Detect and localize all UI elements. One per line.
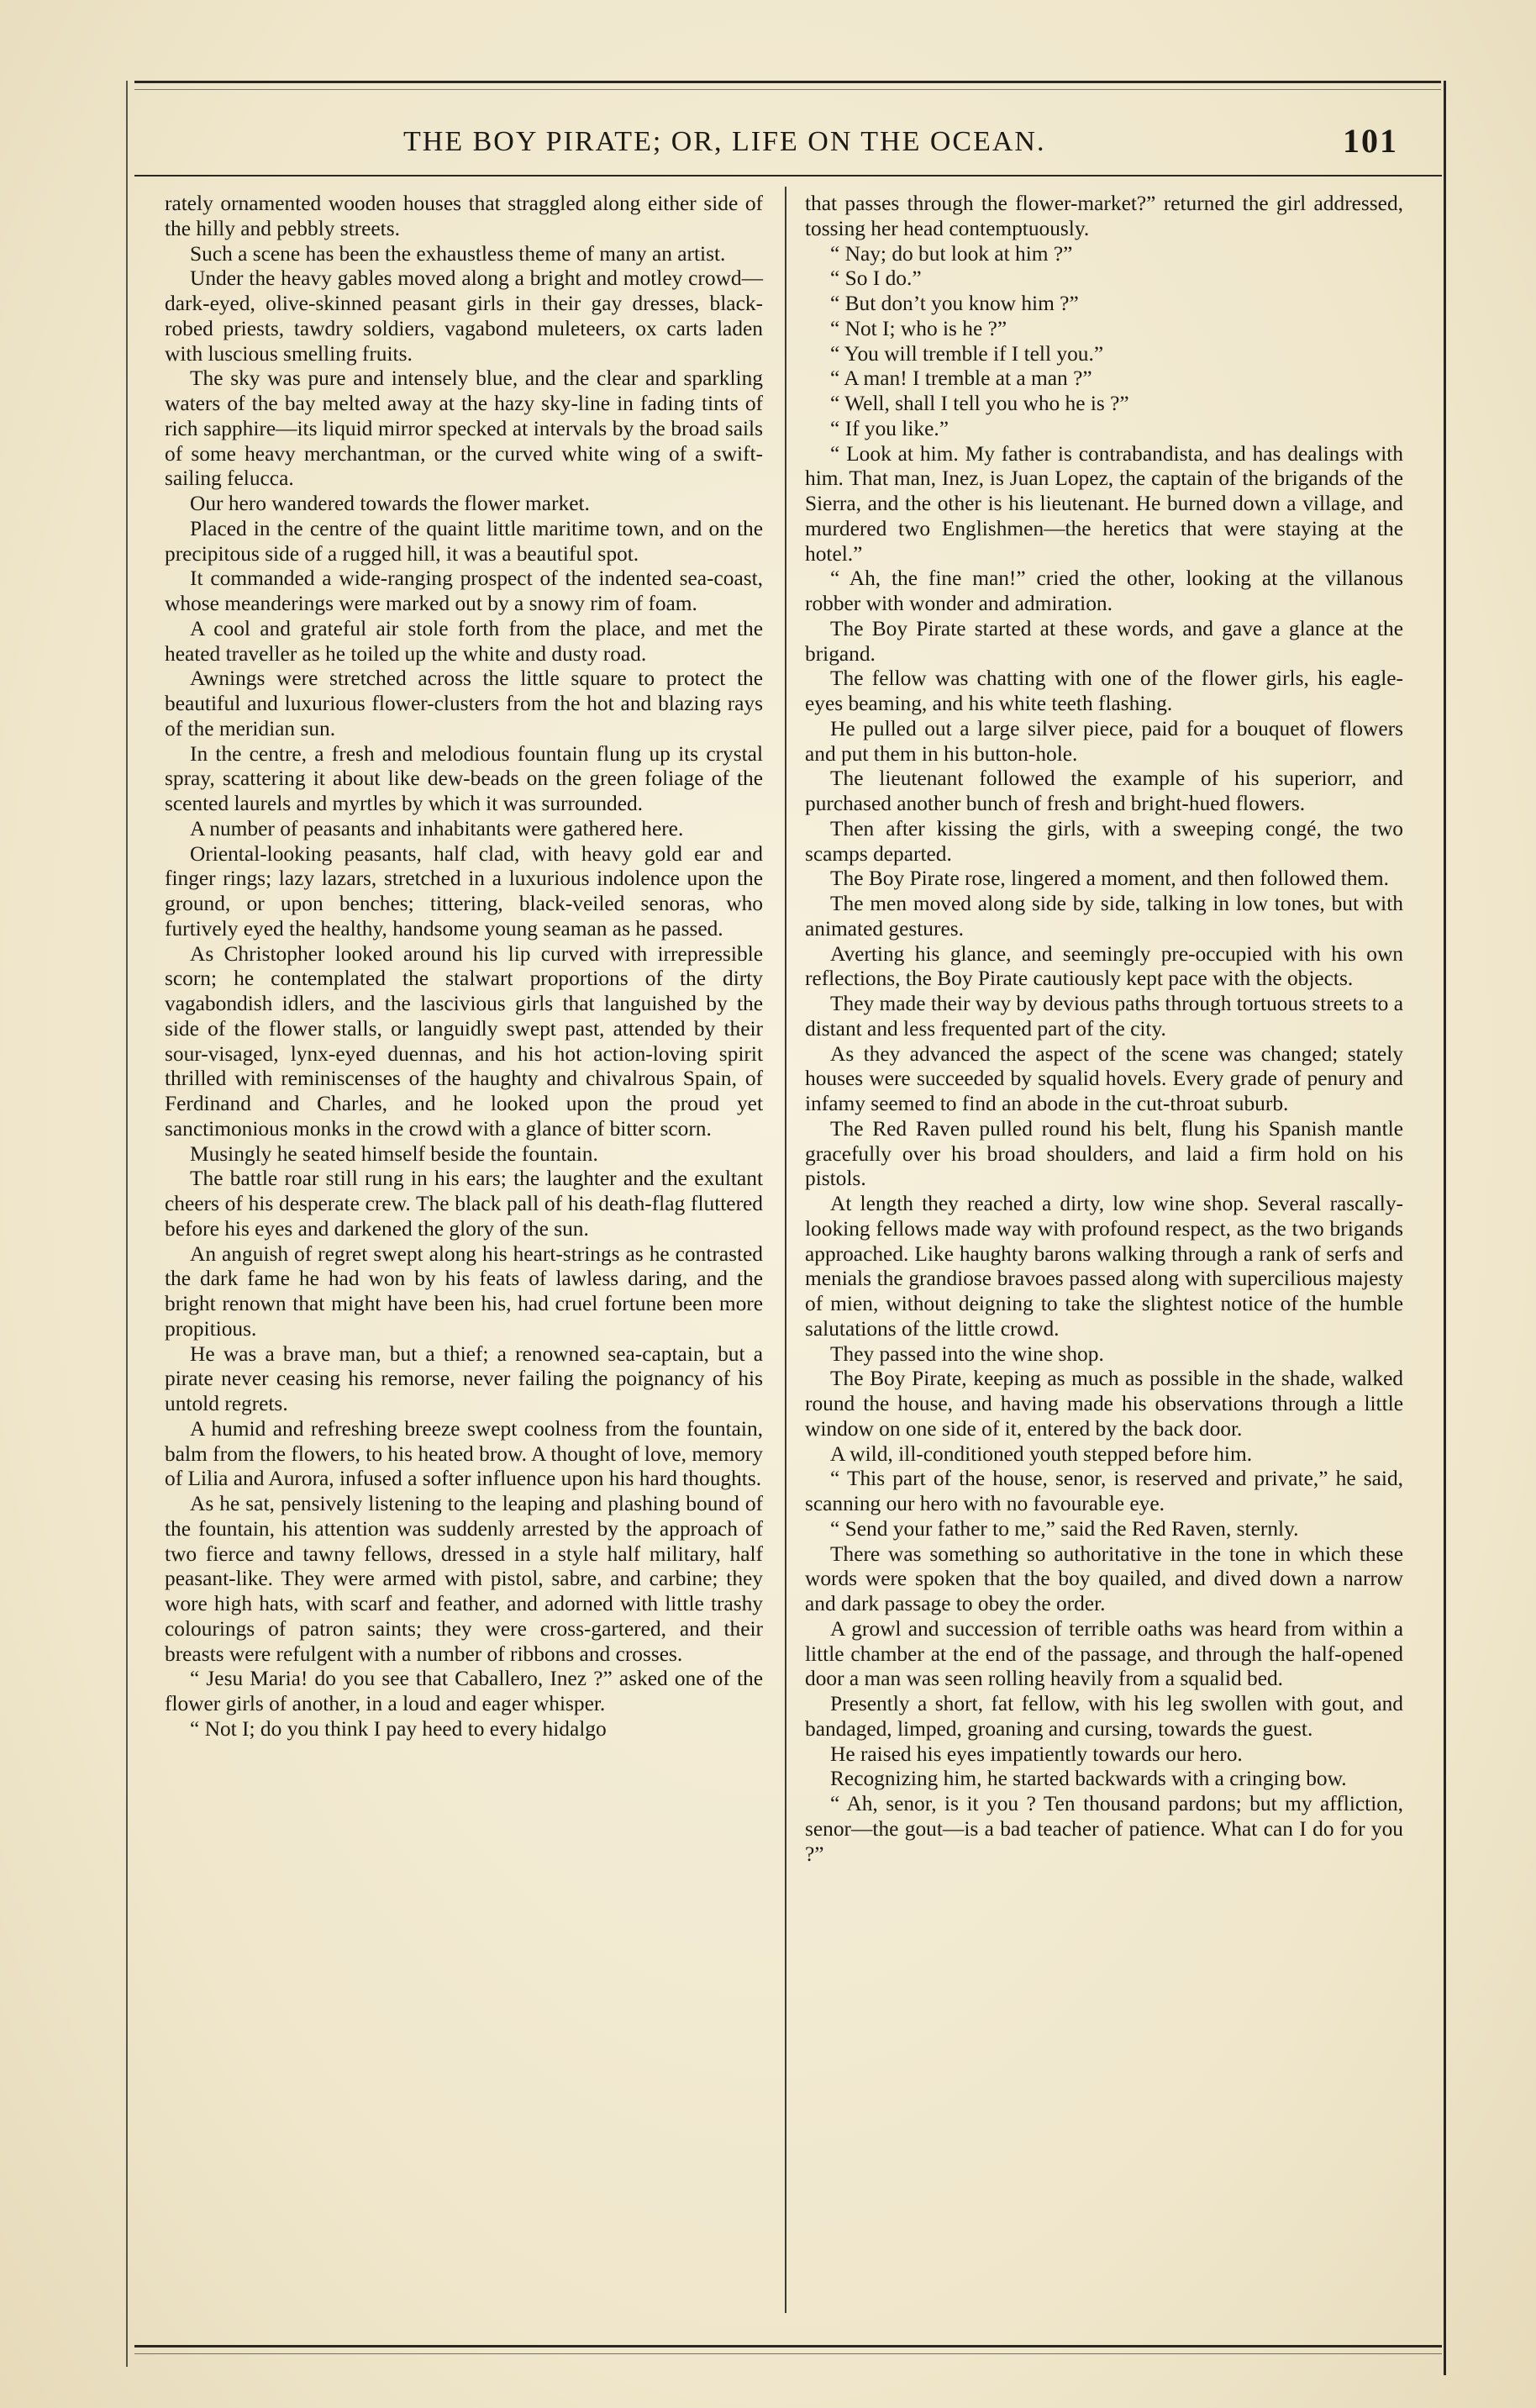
paragraph: Oriental-looking peasants, half clad, with heavy gold ear and finger rings; lazy lazars, stretched in a luxurious indolence upon the ground, or upon benches; tittering, black-veiled senoras, who furtively eyed the healthy, handsome young seaman as he passed. xyxy=(165,841,763,941)
page-number: 101 xyxy=(1343,122,1398,160)
paragraph: A cool and grateful air stole forth from the place, and met the heated traveller as he toiled up the white and dusty road. xyxy=(165,616,763,666)
paragraph: The Boy Pirate rose, lingered a moment, and then followed them. xyxy=(830,867,1389,891)
paragraph: Then after kissing the girls, with a sweeping congé, the two scamps departed. xyxy=(805,816,1403,866)
column-divider xyxy=(785,187,786,2313)
paragraph: As Christopher looked around his lip curved with irrepressible scorn; he contemplated the stalwart proportions of the dirty vagabondish idlers, and the lascivious girls that languished by the side of the flower stalls, or languidly swept past, attended by their sour-visaged, lynx-eyed duennas, and his hot action-loving spirit thrilled with reminiscenses of the haughty and chivalrous Spain, of Ferdinand and Charles, and he looked upon the proud yet sanctimonious monks in the crowd with a glance of bitter scorn. xyxy=(165,941,763,1141)
paragraph: The lieutenant followed the example of his superiorr, and purchased another bunch of fresh and bright-hued flowers. xyxy=(805,767,1403,815)
paragraph: There was something so authoritative in the tone in which these words were spoken that the boy quailed, and dived down a narrow and dark passage to obey the order. xyxy=(805,1541,1403,1615)
paragraph: that passes through the flower-market?” returned the girl addressed, tossing her head contemptuously. xyxy=(805,192,1403,240)
paragraph: “ But don’t you know him ?” xyxy=(830,292,1079,315)
paragraph: “ Ah, senor, is it you ? Ten thousand pardons; but my affliction, senor—the gout—is a bad teacher of patience. What can I do for you ?” xyxy=(805,1792,1403,1866)
paragraph: An anguish of regret swept along his heart-strings as he contrasted the dark fame he had won by his feats of lawless daring, and the bright renown that might have been his, had cruel fortune been more propitious. xyxy=(165,1241,763,1341)
top-rule-thin xyxy=(134,89,1441,90)
right-column xyxy=(805,192,1403,1867)
paragraph: “ Ah, the fine man!” cried the other, looking at the villanous robber with wonder and admiration. xyxy=(805,566,1403,615)
paragraph: Presently a short, fat fellow, with his leg swollen with gout, and bandaged, limped, groaning and cursing, towards the guest. xyxy=(805,1692,1403,1741)
paragraph: As they advanced the aspect of the scene was changed; stately houses were succeeded by squalid hovels. Every grade of penury and infamy seemed to find an abode in the cut-throat suburb. xyxy=(805,1041,1403,1115)
paragraph: “ Look at him. My father is contrabandista, and has dealings with him. That man, Inez, is Juan Lopez, the captain of the brigands of the Sierra, and the other is his lieutenant. He burned down a village, and murdered two Englishmen—the heretics that were staying at the hotel.” xyxy=(805,441,1403,566)
paragraph: It commanded a wide-ranging prospect of the indented sea-coast, whose meanderings were marked out by a snowy rim of foam. xyxy=(165,566,763,615)
left-border-line xyxy=(126,81,128,2367)
paragraph: Recognizing him, he started backwards with a cringing bow. xyxy=(830,1767,1347,1791)
paragraph: “ If you like.” xyxy=(830,416,949,440)
bottom-rule xyxy=(134,2345,1442,2347)
paragraph: “ A man! I tremble at a man ?” xyxy=(830,366,1092,391)
paragraph: “ Well, shall I tell you who he is ?” xyxy=(830,392,1129,415)
paragraph: The Boy Pirate, keeping as much as possible in the shade, walked round the house, and having made his observations through a little window on one side of it, entered by the back door. xyxy=(805,1367,1403,1441)
paragraph: Placed in the centre of the quaint little maritime town, and on the precipitous side of a rugged hill, it was a beautiful spot. xyxy=(165,516,763,566)
top-rule xyxy=(134,81,1441,83)
paragraph: “ So I do.” xyxy=(830,266,922,291)
right-border-line xyxy=(1444,81,1446,2375)
paragraph: Averting his glance, and seemingly pre-occupied with his own reflections, the Boy Pirate cautiously kept pace with the objects. xyxy=(805,941,1403,991)
paragraph: They made their way by devious paths through tortuous streets to a distant and less frequented part of the city. xyxy=(805,992,1403,1041)
paragraph: In the centre, a fresh and melodious fountain flung up its crystal spray, scattering it about like dew-beads on the green foliage of the scented laurels and myrtles by which it was surrounded. xyxy=(165,741,763,815)
paragraph: The fellow was chatting with one of the flower girls, his eagle-eyes beaming, and his white teeth flashing. xyxy=(805,667,1403,715)
paragraph: “ This part of the house, senor, is reserved and private,” he said, scanning our hero with no favourable eye. xyxy=(805,1467,1403,1515)
paragraph: The Red Raven pulled round his belt, flung his Spanish mantle gracefully over his broad shoulders, and laid a firm hold on his pistols. xyxy=(805,1116,1403,1191)
paragraph: Awnings were stretched across the little square to protect the beautiful and luxurious flower-clusters from the hot and blazing rays of the meridian sun. xyxy=(165,667,763,740)
paragraph: A number of peasants and inhabitants were gathered here. xyxy=(190,816,684,840)
paragraph: The men moved along side by side, talking in low tones, but with animated gestures. xyxy=(805,892,1403,941)
paragraph: “ Not I; do you think I pay heed to every hidalgo xyxy=(190,1716,607,1741)
paragraph: At length they reached a dirty, low wine shop. Several rascally-looking fellows made way with profound respect, as the two brigands approached. Like haughty barons walking through a rank of serfs and menials the grandiose bravoes passed along with supercilious majesty of mien, without deigning to take the slightest notice of the humble salutations of the little crowd. xyxy=(805,1192,1403,1341)
bottom-rule-thin xyxy=(134,2353,1442,2354)
paragraph: “ Send your father to me,” said the Red Raven, sternly. xyxy=(830,1516,1299,1541)
paragraph: The sky was pure and intensely blue, and the clear and sparkling waters of the bay melted away at the hazy sky-line in fading tints of rich sapphire—its liquid mirror specked at intervals by the broad sails of some heavy merchantman, or the curved white wing of a swift-sailing felucca. xyxy=(165,366,763,491)
paragraph: A wild, ill-conditioned youth stepped before him. xyxy=(830,1441,1253,1466)
paragraph: rately ornamented wooden houses that straggled along either side of the hilly and pebbly streets. xyxy=(165,192,763,240)
running-title: THE BOY PIRATE; OR, LIFE ON THE OCEAN. xyxy=(403,126,1046,157)
left-column xyxy=(165,192,763,1742)
paragraph: They passed into the wine shop. xyxy=(830,1341,1104,1366)
paragraph: A growl and succession of terrible oaths was heard from within a little chamber at the end of the passage, and through the half-opened door a man was seen rolling heavily from a squalid bed. xyxy=(805,1616,1403,1691)
paragraph: He pulled out a large silver piece, paid for a bouquet of flowers and put them in his button-hole. xyxy=(805,716,1403,766)
paragraph: “ You will tremble if I tell you.” xyxy=(830,341,1104,366)
paragraph: A humid and refreshing breeze swept coolness from the fountain, balm from the flowers, to his heated brow. A thought of love, memory of Lilia and Aurora, infused a softer influence upon his hard thoughts. xyxy=(165,1416,763,1491)
header-rule xyxy=(134,175,1442,177)
paragraph: Such a scene has been the exhaustless theme of many an artist. xyxy=(190,241,726,266)
paragraph: “ Jesu Maria! do you see that Caballero, Inez ?” asked one of the flower girls of another, in a loud and eager whisper. xyxy=(165,1667,763,1715)
paragraph: He raised his eyes impatiently towards our hero. xyxy=(830,1741,1243,1766)
paragraph: “ Nay; do but look at him ?” xyxy=(830,241,1073,266)
paragraph: Under the heavy gables moved along a bright and motley crowd—dark-eyed, olive-skinned peasant girls in their gay dresses, black-robed priests, tawdry soldiers, vagabond muleteers, ox carts laden with luscious smelling fruits. xyxy=(165,266,763,366)
paragraph: “ Not I; who is he ?” xyxy=(830,316,1007,340)
running-head xyxy=(134,116,1442,166)
paragraph: As he sat, pensively listening to the leaping and plashing bound of the fountain, his attention was suddenly arrested by the approach of two fierce and tawny fellows, dressed in a style half military, half peasant-like. They were armed with pistol, sabre, and carbine; they wore high hats, with scarf and feather, and adorned with little trashy colourings of patron saints; they were cross-gartered, and their breasts were refulgent with a number of ribbons and crosses. xyxy=(165,1492,763,1666)
paragraph: The Boy Pirate started at these words, and gave a glance at the brigand. xyxy=(805,616,1403,666)
paragraph: The battle roar still rung in his ears; the laughter and the exultant cheers of his desperate crew. The black pall of his death-flag fluttered before his eyes and darkened the glory of the sun. xyxy=(165,1167,763,1241)
paragraph: Musingly he seated himself beside the fountain. xyxy=(190,1141,598,1166)
paragraph: Our hero wandered towards the flower market. xyxy=(190,492,590,515)
paragraph: He was a brave man, but a thief; a renowned sea-captain, but a pirate never ceasing his remorse, never failing the poignancy of his untold regrets. xyxy=(165,1341,763,1415)
